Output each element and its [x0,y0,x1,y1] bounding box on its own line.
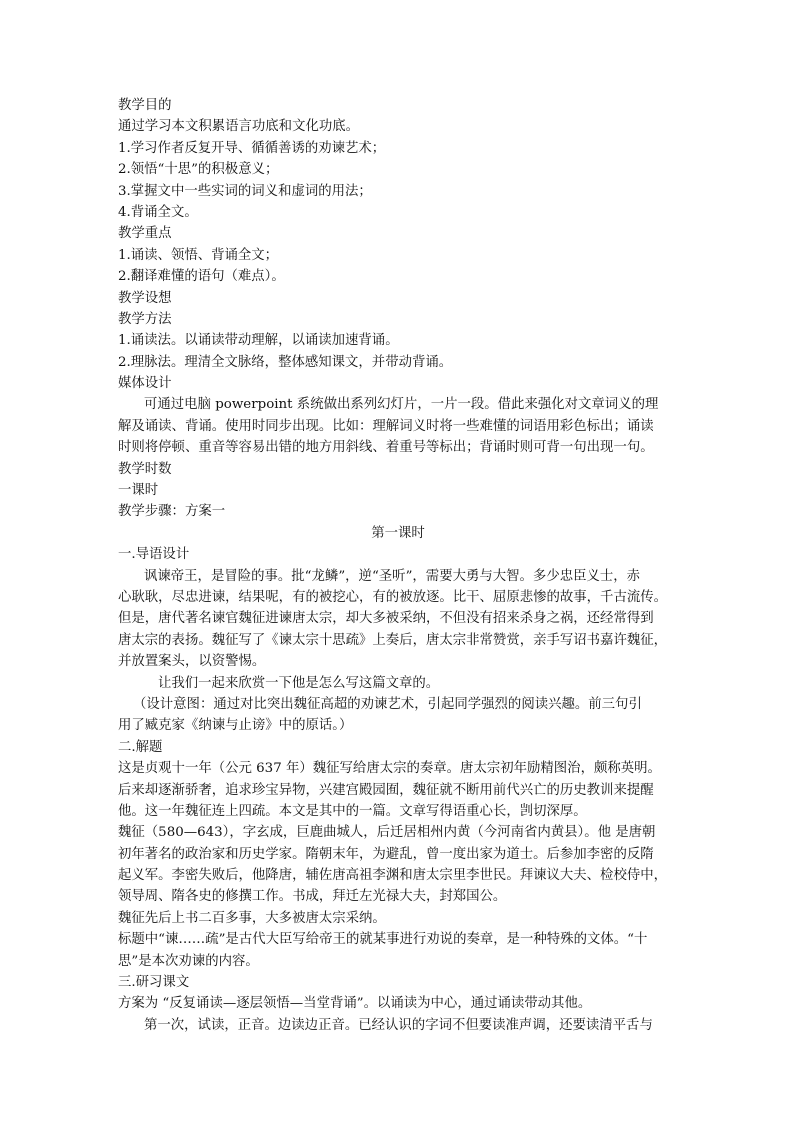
text-line: 通过学习本文积累语言功底和文化功底。 [118,119,360,135]
list-item: 2.理脉法。理清全文脉络，整体感知课文，并带动背诵。 [118,354,453,370]
list-item: 1.诵读法。以诵读带动理解，以诵读加速背诵。 [118,333,399,349]
heading-title-explanation: 二.解题 [118,739,163,755]
paragraph-line: 让我们一起来欣赏一下他是怎么写这篇文章的。 [158,675,440,691]
paragraph-line: 这是贞观十一年（公元 637 年）魏征写给唐太宗的奏章。唐太宗初年励精图治，颇称英明。 [118,761,661,777]
heading-teaching-steps: 教学步骤：方案一 [118,504,226,520]
list-item: 3.掌握文中一些实词的词义和虚词的用法； [118,183,372,199]
heading-teaching-hours: 教学时数 [118,461,172,477]
text-line: 一课时 [118,483,159,499]
paragraph-line: 第一次，试读，正音。边读边正音。已经认识的字词不但要读准声调，还要读清平舌与 [144,1017,653,1033]
paragraph-line: 并放置案头，以资警惕。 [118,654,266,670]
list-item: 2.翻译难懂的语句（难点）。 [118,269,285,285]
heading-teaching-goal: 教学目的 [118,98,172,113]
paragraph-line: 解及诵读、背诵。使用时同步出现。比如：理解词义时将一些难懂的词语用彩色标出；诵读 [118,418,654,434]
paragraph-line: 后来却逐渐骄奢，追求珍宝异物，兴建宫殿园囿，魏征就不断用前代兴亡的历史教训来提醒 [118,782,654,798]
heading-introduction: 一.导语设计 [118,547,190,563]
paragraph-line: 思”是本次劝谏的内容。 [118,953,259,969]
list-item: 2.领悟“十思”的积极意义； [118,162,279,178]
heading-media-design: 媒体设计 [118,376,172,392]
paragraph-line: （设计意图：通过对比突出魏征高超的劝谏艺术，引起同学强烈的阅读兴趣。前三句引 [133,696,642,712]
paragraph-line: 方案为 “反复诵读—逐层领悟—当堂背诵”。以诵读为中心，通过诵读带动其他。 [118,996,592,1012]
paragraph-line: 唐太宗的表扬。魏征写了《谏太宗十思疏》上奏后，唐太宗非常赞赏，亲手写诏书嘉许魏征， [118,632,668,648]
paragraph-line: 初年著名的政治家和历史学家。隋朝末年，为避乱，曾一度出家为道士。后参加李密的反隋 [118,846,654,862]
paragraph-line: 他。这一年魏征连上四疏。本文是其中的一篇。文章写得语重心长，剀切深厚。 [118,803,587,819]
heading-study-text: 三.研习课文 [118,975,190,991]
paragraph-line: 标题中“谏……疏”是古代大臣写给帝王的就某事进行劝说的奏章，是一种特殊的文体。“十 [118,932,648,948]
paragraph-line: 用了臧克家《纳谏与止谤》中的原话。） [118,718,353,734]
document-body [118,95,678,1036]
paragraph-line: 可通过电脑 powerpoint 系统做出系列幻灯片，一片一段。借此来强化对文章词义的理 [144,397,659,413]
list-item: 1.诵读、领悟、背诵全文； [118,247,279,263]
list-item: 4.背诵全文。 [118,204,198,220]
heading-teaching-methods: 教学方法 [118,311,172,327]
paragraph-line: 讽谏帝王，是冒险的事。批“龙鳞”，逆“圣听”，需要大勇与大智。多少忠臣义士，赤 [144,568,641,584]
heading-key-points: 教学重点 [118,226,172,242]
paragraph-line: 魏征（580—643），字玄成，巨鹿曲城人，后迁居相州内黄（今河南省内黄县）。他 是唐朝 [118,825,656,841]
list-item: 1.学习作者反复开导、循循善诱的劝谏艺术； [118,140,386,156]
paragraph-line: 领导周、隋各史的修撰工作。书成，拜迁左光禄大夫，封郑国公。 [118,889,507,905]
paragraph-line: 心耿耿，尽忠进谏，结果呢，有的被挖心，有的被放逐。比干、屈原悲惨的故事，千古流传。 [118,589,668,605]
paragraph-line: 起义军。李密失败后，他降唐，辅佐唐高祖李渊和唐太宗里李世民。拜谏议大夫、检校侍中， [118,868,668,884]
paragraph-line: 时则将停顿、重音等容易出错的地方用斜线、着重号等标出；背诵时则可背一句出现一句。 [118,440,654,456]
paragraph-line: 但是，唐代著名谏官魏征进谏唐太宗，却大多被采纳，不但没有招来杀身之祸，还经常得到 [118,611,654,627]
heading-teaching-ideas: 教学设想 [118,290,172,306]
paragraph-line: 魏征先后上书二百多事，大多被唐太宗采纳。 [118,910,386,926]
section-title-first-lesson: 第一课时 [371,525,425,541]
